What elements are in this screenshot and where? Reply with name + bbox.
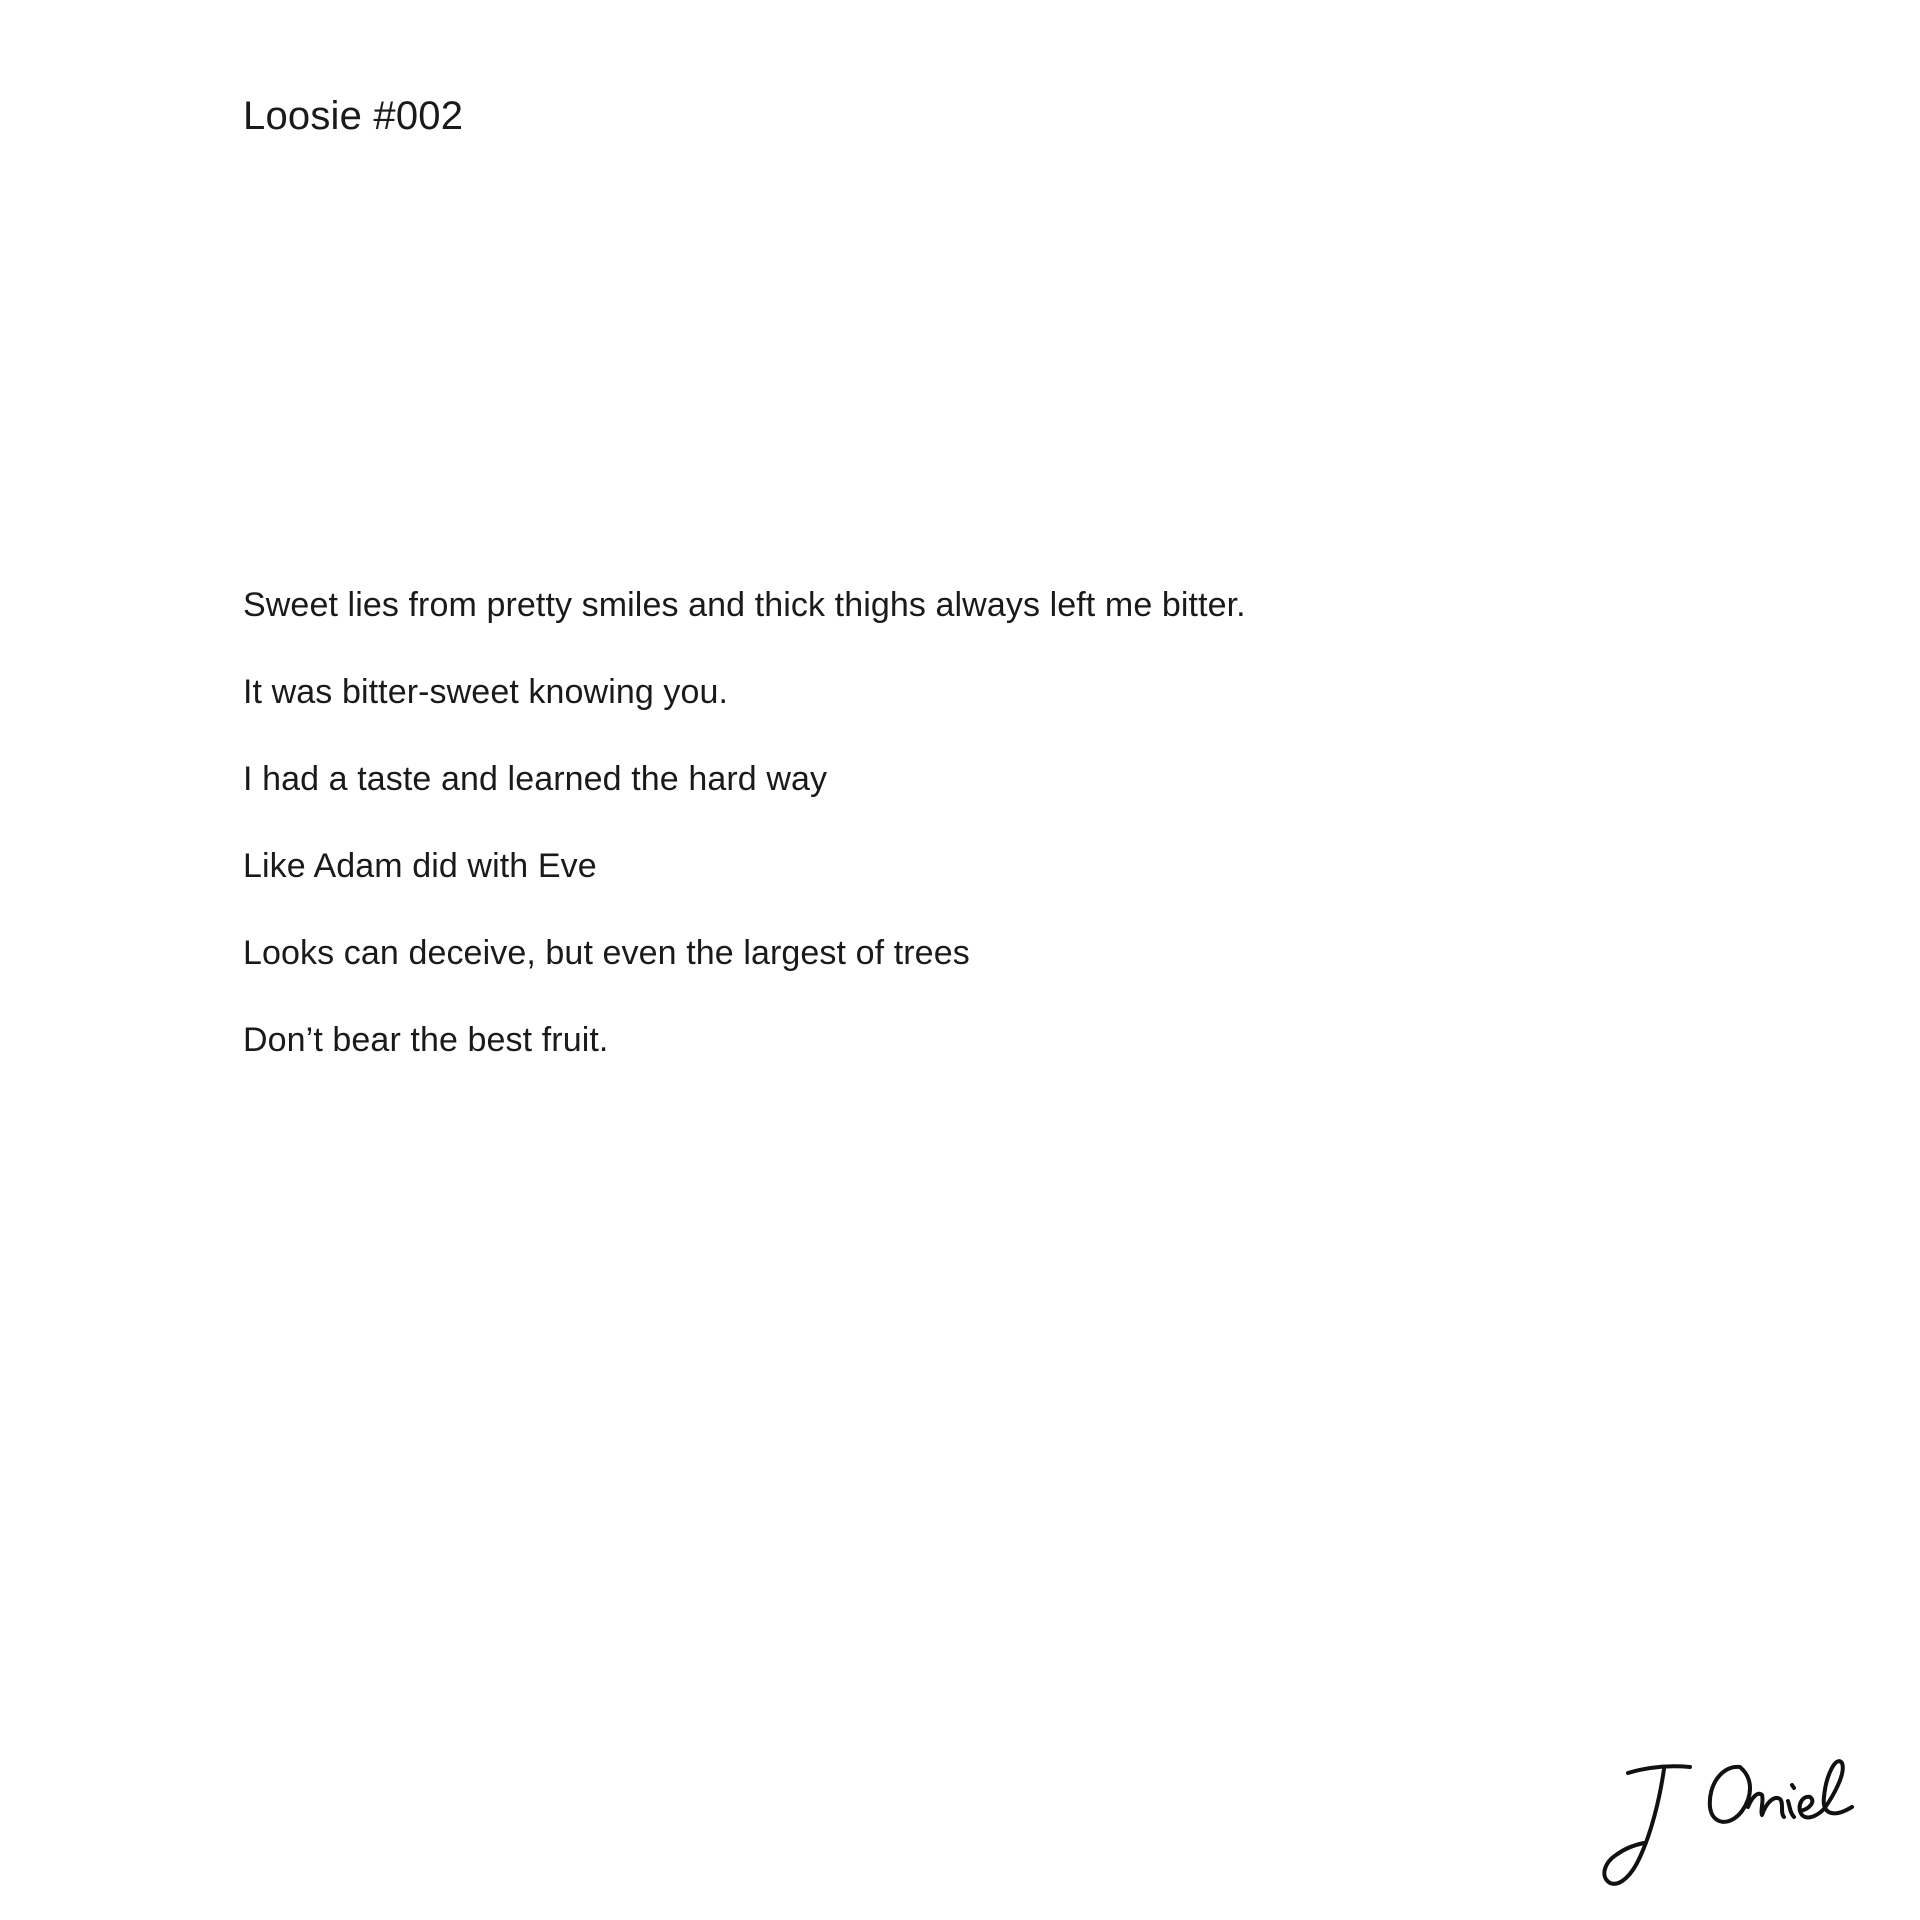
signature-stroke-l <box>1824 1761 1852 1813</box>
poem-body <box>243 575 1246 1097</box>
poem-line-6: Don’t bear the best fruit. <box>243 1021 609 1059</box>
signature-stroke-i <box>1788 1801 1794 1817</box>
handwritten-signature <box>1590 1745 1870 1900</box>
poem-line-2: It was bitter-sweet knowing you. <box>243 673 729 711</box>
signature-stroke-j-top <box>1628 1766 1690 1773</box>
poem-line-1: Sweet lies from pretty smiles and thick thighs always left me bitter. <box>243 586 1246 624</box>
page-title: Loosie #002 <box>243 94 464 138</box>
signature-stroke-e <box>1800 1797 1824 1818</box>
signature-stroke-j-stem <box>1604 1769 1664 1884</box>
poem-line-4: Like Adam did with Eve <box>243 847 597 885</box>
signature-stroke-i-dot <box>1792 1785 1794 1788</box>
signature-stroke-o <box>1710 1767 1750 1822</box>
poem-line-3: I had a taste and learned the hard way <box>243 760 828 798</box>
signature-stroke-n <box>1748 1794 1784 1817</box>
poem-line-5: Looks can deceive, but even the largest of trees <box>243 934 970 972</box>
